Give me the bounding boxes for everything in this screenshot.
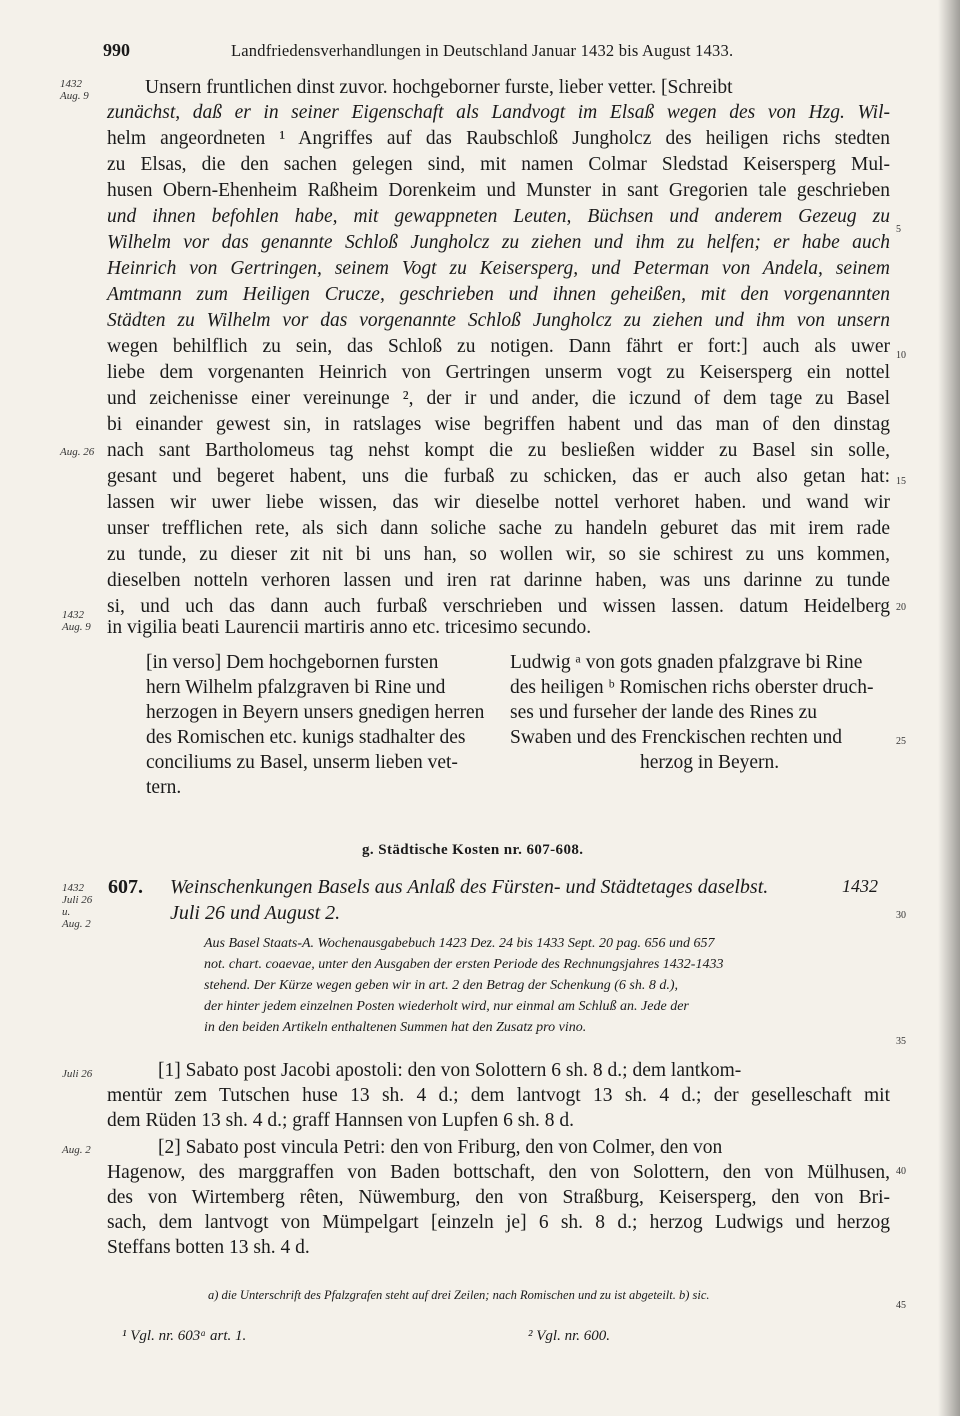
margin-date: Aug. 26 xyxy=(60,446,95,458)
letter-line: zu tunde, zu dieser zit nit bi uns han, so wollen wir, so sie schirest zu uns kommen, xyxy=(107,544,890,565)
entry-title: Weinschenkungen Basels aus Anlaß des Fürsten- und Städtetages daselbst. xyxy=(170,876,769,898)
letter-line: Unsern fruntlichen dinst zuvor. hochgeborner furste, lieber vetter. [Schreibt xyxy=(145,77,733,98)
letter-line: unser trefflichen rete, als sich dann soliche sache zu handeln geburet das mit irem rade xyxy=(107,518,890,539)
article-line: sach, dem lantvogt von Mümpelgart [einzeln je] 6 sh. 8 d.; herzog Ludwigs und herzog xyxy=(107,1212,890,1233)
letter-line: zunächst, daß er in seiner Eigenschaft als Landvogt im Elsaß wegen des von Hzg. Wil- xyxy=(107,102,890,123)
margin-date: Juli 26 xyxy=(62,1068,93,1080)
letter-line: und ihnen befohlen habe, mit gewappneten Leuten, Büchsen und anderem Gezeug zu xyxy=(107,206,890,227)
letter-line: lassen wir uwer liebe wissen, das wir dieselbe nottel verhoret haben. und wand wir xyxy=(107,492,890,513)
section-heading: g. Städtische Kosten nr. 607-608. xyxy=(362,842,584,858)
line-number: 30 xyxy=(896,910,906,921)
address-left: [in verso] Dem hochgebornen fursten hern Wilhelm pfalzgraven bi Rine und herzogen in Beyern unsers gnedigen herren des Romischen etc. kunigs stadhalter des conciliums zu Basel, unserm lieben vet- tern. xyxy=(146,652,485,798)
entry-title-dates: Juli 26 und August 2. xyxy=(170,902,341,924)
line-number: 45 xyxy=(896,1300,906,1311)
letter-line: helm angeordneten ¹ Angriffes auf das Raubschloß Jungholcz des heiligen richs stedten xyxy=(107,128,890,149)
page-spine-shadow xyxy=(938,0,960,1416)
letter-line: zu Elsas, die den sachen gelegen sind, mit namen Colmar Sledstad Keisersperg Mul- xyxy=(107,154,890,175)
article-line: [2] Sabato post vincula Petri: den von Friburg, den von Colmer, den von xyxy=(158,1137,723,1158)
textual-note: a) die Unterschrift des Pfalzgrafen steht auf drei Zeilen; nach Romischen und zu ist abgeteilt. b) sic. xyxy=(208,1288,710,1302)
letter-line: und zeichenisse einer vereinunge ², der ir und ander, die iczund of dem tage zu Basel xyxy=(107,388,890,409)
line-number: 10 xyxy=(896,350,906,361)
line-number: 40 xyxy=(896,1166,906,1177)
article-line: [1] Sabato post Jacobi apostoli: den von Solottern 6 sh. 8 d.; dem lantkom- xyxy=(158,1060,742,1081)
running-title: Landfriedensverhandlungen in Deutschland Januar 1432 bis August 1433. xyxy=(231,41,734,60)
letter-line: dieselben notteln verhoren lassen und iren rat darinne haben, was uns darinne zu tunde xyxy=(107,570,890,591)
line-number: 25 xyxy=(896,736,906,747)
margin-date: 1432 Aug. 9 xyxy=(62,609,91,633)
margin-date: 1432 Aug. 9 xyxy=(60,78,89,102)
line-number: 15 xyxy=(896,476,906,487)
letter-line: in vigilia beati Laurencii martiris anno etc. tricesimo secundo. xyxy=(107,617,592,638)
footnote: ² Vgl. nr. 600. xyxy=(528,1328,611,1344)
letter-line: liebe dem vorgenanten Heinrich von Gertringen unserm vogt zu Keisersperg ein nottel xyxy=(107,362,890,383)
letter-line: nach sant Bartholomeus tag nehst kompt die zu besließen widder zu Basel sin solle, xyxy=(107,440,890,461)
line-number: 35 xyxy=(896,1036,906,1047)
letter-line: Städten zu Wilhelm vor das vorgenannte Schloß Jungholcz zu ziehen und ihm von unsern xyxy=(107,310,890,331)
letter-line: wegen behilflich zu sein, das Schloß zu notigen. Dann fährt er fort:] auch als uwer xyxy=(107,336,890,357)
letter-line: husen Obern-Ehenheim Raßheim Dorenkeim und Munster in sant Gregorien tale geschrieben xyxy=(107,180,890,201)
margin-date: 1432 Juli 26 u. Aug. 2 xyxy=(62,882,93,930)
article-line: Steffans botten 13 sh. 4 d. xyxy=(107,1237,310,1258)
article-line: Hagenow, des marggraffen von Baden bottschaft, den von Solottern, den von Mülhusen, xyxy=(107,1162,890,1183)
letter-line: bi einander gewest sin, in ratslages wise begriffen habent und das man of den dinstag xyxy=(107,414,890,435)
article-line: mentür zem Tutschen huse 13 sh. 4 d.; dem lantvogt 13 sh. 4 d.; der geselleschaft mit xyxy=(107,1085,890,1106)
letter-line: gesant und begeret habent, uns die furbaß zu schicken, das er auch also getan hat: xyxy=(107,466,890,487)
article-line: dem Rüden 13 sh. 4 d.; graff Hannsen von Lupfen 6 sh. 8 d. xyxy=(107,1110,575,1131)
address-right: Ludwig ᵃ von gots gnaden pfalzgrave bi Rine des heiligen ᵇ Romischen richs oberster druch- ses und furseher der lande des Rines zu Swaben und des Frenckischen rechten und herzog in Beyern. xyxy=(510,652,874,773)
line-number: 5 xyxy=(896,224,901,235)
letter-line: Heinrich von Gertringen, seinem Vogt zu Keisersperg, und Peterman von Andela, seinem xyxy=(107,258,890,279)
footnote: ¹ Vgl. nr. 603ᵃ art. 1. xyxy=(122,1328,247,1344)
letter-line: Amtmann zum Heiligen Crucze, geschrieben und ihnen geheißen, mit den vorgenannten xyxy=(107,284,890,305)
article-line: des von Wirtemberg rêten, Nüwemburg, den von Straßburg, Keisersperg, den von Bri- xyxy=(107,1187,890,1208)
letter-line: Wilhelm vor das genannte Schloß Jungholcz zu ziehen und ihm zu helfen; er habe auch xyxy=(107,232,890,253)
line-number: 20 xyxy=(896,602,906,613)
letter-line: si, und uch das dann auch furbaß verschrieben und wissen lassen. datum Heidelberg xyxy=(107,596,890,617)
page-number: 990 xyxy=(103,40,130,60)
entry-number: 607. xyxy=(108,876,143,898)
entry-year: 1432 xyxy=(842,876,878,896)
margin-date: Aug. 2 xyxy=(62,1144,91,1156)
